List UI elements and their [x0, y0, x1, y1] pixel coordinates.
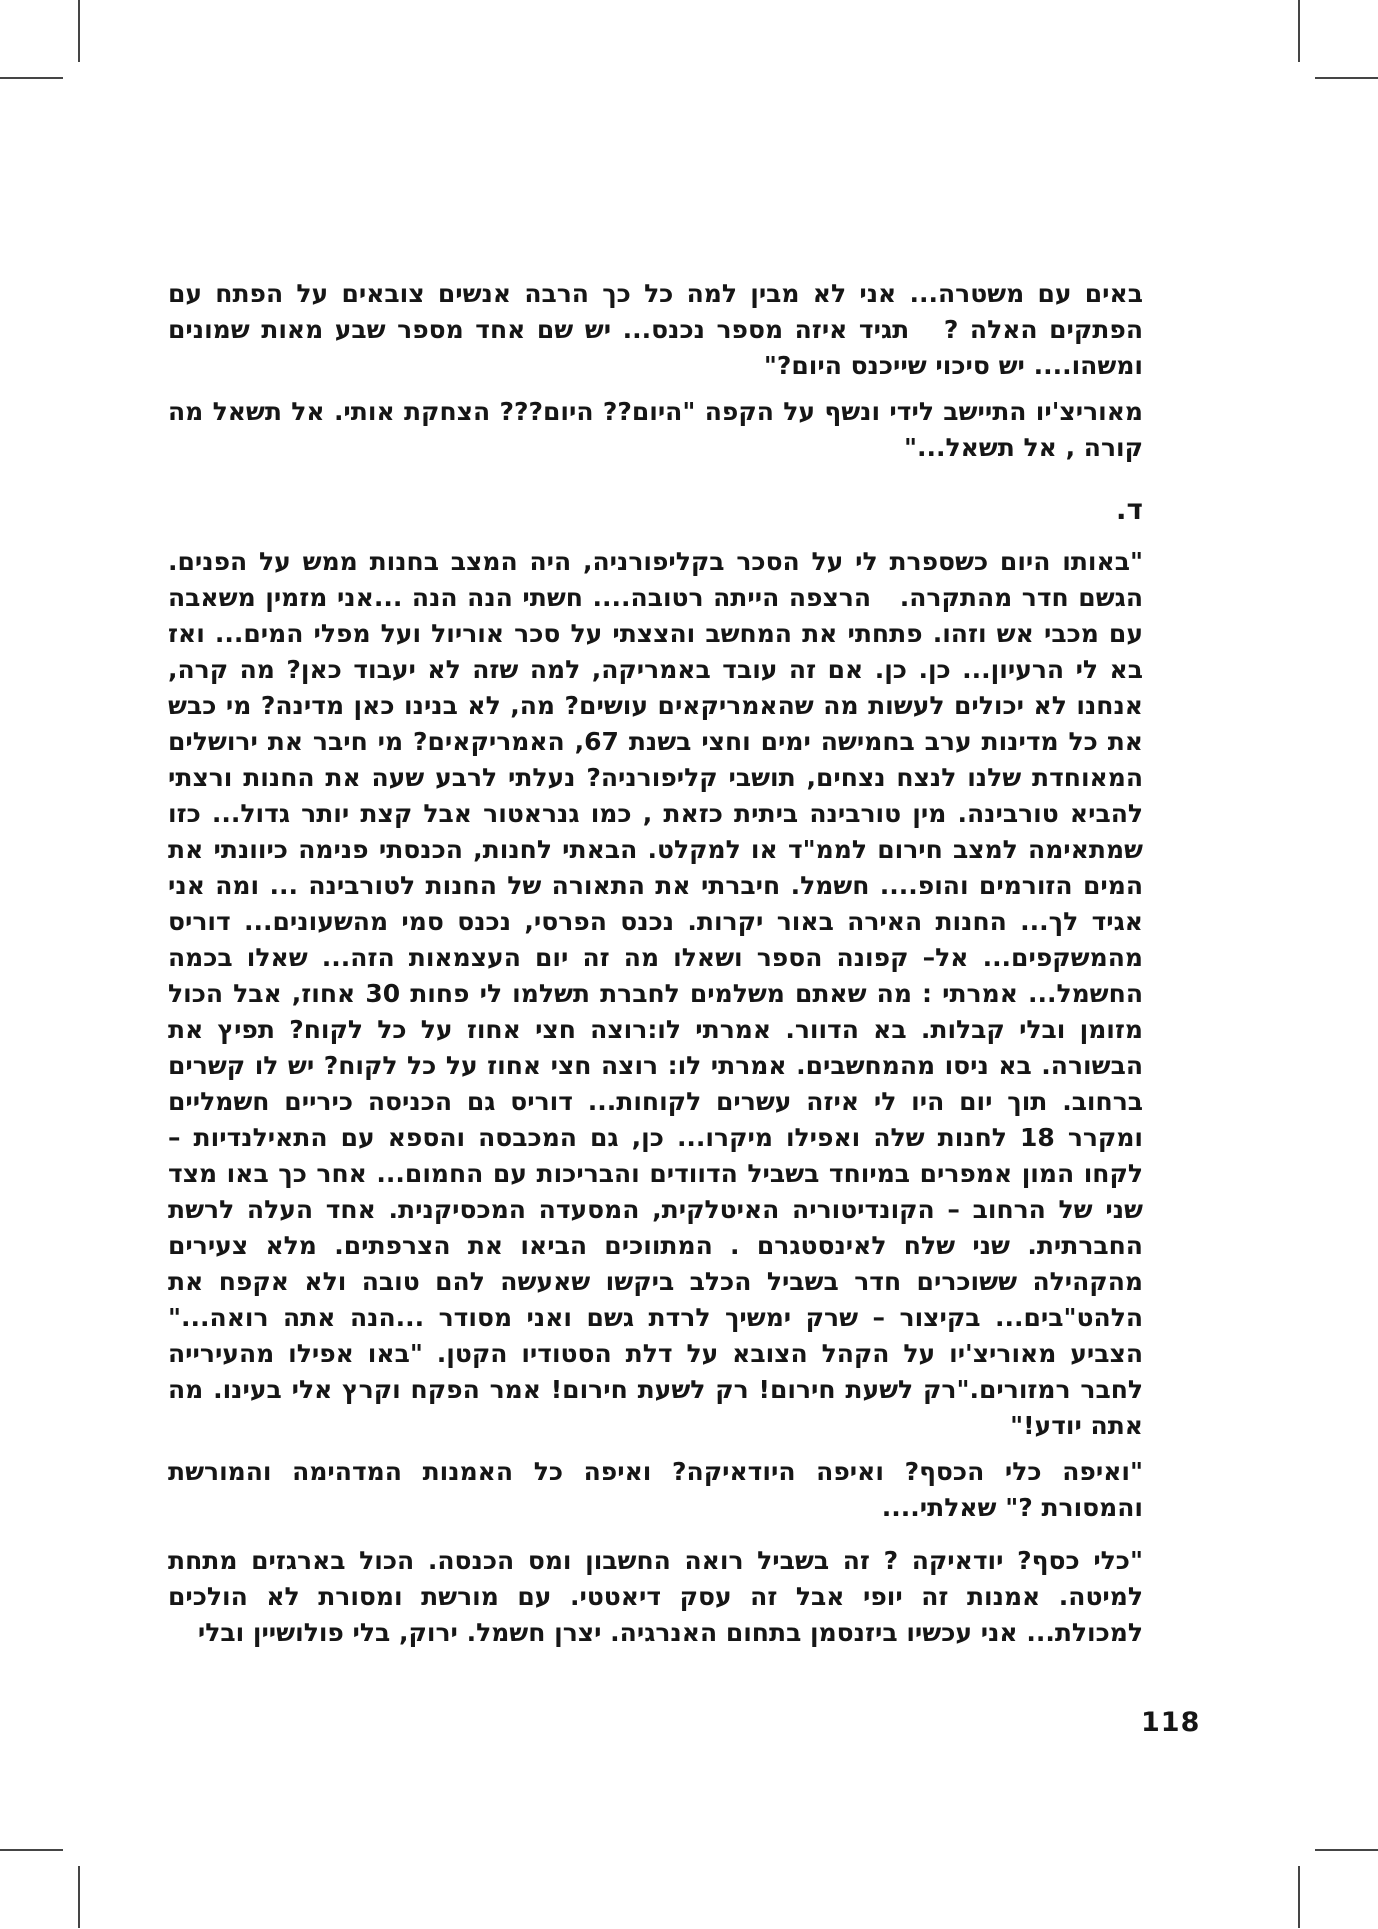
page-number: 118: [1141, 1707, 1201, 1738]
crop-mark-bottom-left-horizontal: [0, 1849, 63, 1851]
section-heading-dalet: ד.: [1115, 493, 1143, 526]
paragraph-dam-turbine-story: "באותו היום כשספרת לי על הסכר בקליפורניה, היה המצב בחנות ממש על הפנים. הגשם חדר מהתקרה. הרצפה הייתה רטובה.... חשתי הנה הנה ...אני מזמין משאבה עם מכבי אש וזהו. פתחתי את המחשב והצצתי על סכר אוריול ועל מפלי המים... ואז בא לי הרעיון... כן. כן. אם זה עובד באמריקה, למה שזה לא יעבוד כאן? מה קרה, אנחנו לא יכולים לעשות מה שהאמריקאים עושים? מה, לא בנינו כאן מדינה? מי כבש את כל מדינות ערב בחמישה ימים וחצי בשנת 67, האמריקאים? מי חיבר את ירושלים המאוחדת שלנו לנצח נצחים, תושבי קליפורניה? נעלתי לרבע שעה את החנות ורצתי להביא טורבינה. מין טורבינה ביתית כזאת , כמו גנראטור אבל קצת יותר גדול... כזו שמתאימה למצב חירום לממ"ד או למקלט. הבאתי לחנות, הכנסתי פנימה כיוונתי את המים הזורמים והופ.... חשמל. חיברתי את התאורה של החנות לטורבינה ... ומה אני אגיד לך... החנות האירה באור יקרות. נכנס הפרסי, נכנס סמי מהשעונים... דוריס מהמשקפים... אל– קפונה הספר ושאלו מה זה יום העצמאות הזה... שאלו בכמה החשמל... אמרתי : מה שאתם משלמים לחברת תשלמו לי פחות 30 אחוז, אבל הכול מזומן ובלי קבלות. בא הדוור. אמרתי לו:רוצה חצי אחוז על כל לקוח? תפיץ את הבשורה. בא ניסו מהמחשבים. אמרתי לו: רוצה חצי אחוז על כל לקוח? יש לו קשרים ברחוב. תוך יום היו לי איזה עשרים לקוחות... דוריס גם הכניסה כיריים חשמליים ומקרר 18 לחנות שלה ואפילו מיקרו... כן, גם המכבסה והספא עם התאילנדיות – לקחו המון אמפרים במיוחד בשביל הדוודים והבריכות עם החמום... אחר כך באו מצד שני של הרחוב – הקונדיטוריה האיטלקית, המסעדה המכסיקנית. אחד העלה לרשת החברתית. שני שלח לאינסטגרם . המתווכים הביאו את הצרפתים. מלא צעירים מהקהילה ששוכרים חדר בשביל הכלב ביקשו שאעשה להם טובה ולא אקפח את הלהט"בים... בקיצור – שרק ימשיך לרדת גשם ואני מסודר ...הנה אתה רואה..." הצביע מאוריצ'יו על הקהל הצובא על דלת הסטודיו הקטן. "באו אפילו מהעירייה לחבר רמזורים."רק לשעת חירום! רק לשעת חירום! אמר הפקח וקרץ אלי בעינו. מה אתה יודע!": [159, 547, 1143, 1440]
crop-mark-top-left-vertical: [78, 0, 80, 62]
text-column: [159, 276, 1143, 1661]
crop-mark-bottom-right-horizontal: [1315, 1849, 1378, 1851]
paragraph-silverware-question: "ואיפה כלי הכסף? ואיפה היודאיקה? ואיפה כל האמנות המדהימה והמורשת והמסורת ?" שאלתי....: [159, 1457, 1143, 1522]
crop-mark-bottom-right-vertical: [1298, 1866, 1300, 1928]
crop-mark-bottom-left-vertical: [78, 1866, 80, 1928]
paragraph-energy-businessman: "כלי כסף? יודאיקה ? זה בשביל רואה החשבון ומס הכנסה. הכול בארגזים מתחת למיטה. אמנות זה יופי אבל זה עסק דיאטטי. עם מורשת ומסורת לא הולכים למכולת... אני עכשיו ביזנסמן בתחום האנרגיה. יצרן חשמל. ירוק, בלי פולושיין ובלי: [159, 1546, 1143, 1647]
paragraph-police-queue: באים עם משטרה... אני לא מבין למה כל כך הרבה אנשים צובאים על הפתח עם הפתקים האלה ? תגיד איזה מספר נכנס... יש שם אחד מספר שבע מאות שמונים ומשהו.... יש סיכוי שייכנס היום?": [159, 279, 1143, 380]
crop-mark-top-left-horizontal: [0, 77, 63, 79]
crop-mark-top-right-horizontal: [1315, 77, 1378, 79]
paragraph-mauricio-coffee: מאוריצ'יו התיישב לידי ונשף על הקפה "היום?? היום??? הצחקת אותי. אל תשאל מה קורה , אל תשאל...": [159, 397, 1143, 462]
crop-mark-top-right-vertical: [1298, 0, 1300, 62]
